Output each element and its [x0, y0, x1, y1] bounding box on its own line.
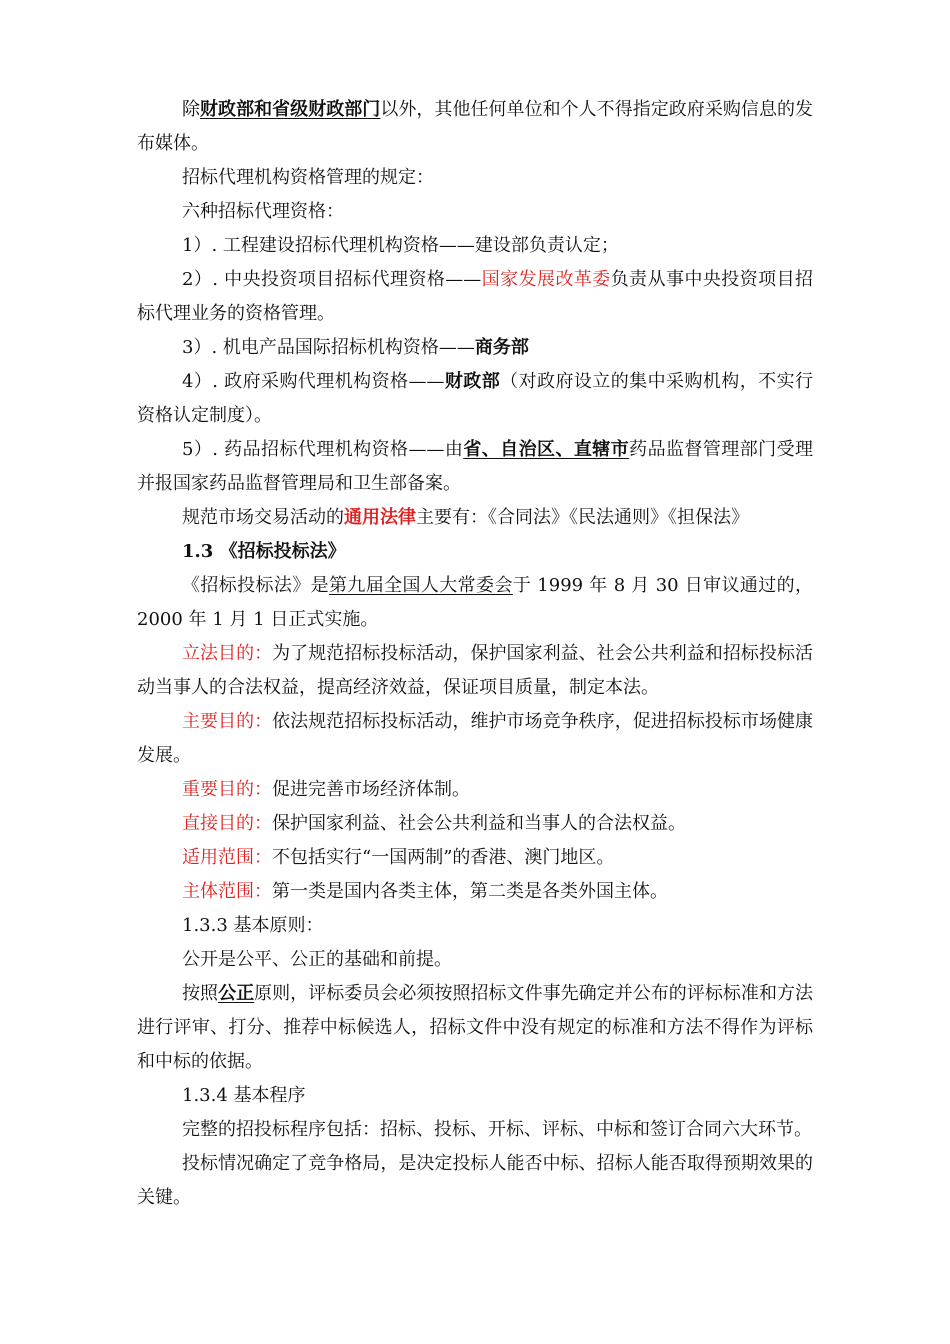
paragraph-direct-purpose [137, 807, 813, 841]
text: 原则，评标委员会必须按照招标文件事先确定并公布的评标标准和方法进行评审、打分、推荐中标候选人，招标文件中没有规定的标准和方法不得作为评标和中标的依据。 [137, 983, 814, 1072]
paragraph-scope [137, 841, 813, 875]
paragraph-subjects [137, 875, 813, 909]
list-item-2 [137, 263, 813, 331]
text: 第一类是国内各类主体，第二类是各类外国主体。 [272, 881, 668, 902]
paragraph-procedure: 完整的招投标程序包括：招标、投标、开标、评标、中标和签订合同六大环节。 [182, 1119, 812, 1140]
text: 4）. 政府采购代理机构资格—— [182, 371, 445, 392]
text: 2）. 中央投资项目招标代理资格—— [182, 269, 482, 290]
emphasis-finance: 财政部 [444, 371, 501, 392]
text: 以外，其他任何单位和个人不得指定政府采购信息的发布媒体。 [137, 99, 814, 154]
paragraph-bidding-key: 投标情况确定了竞争格局，是决定投标人能否中标、招标人能否取得预期效果的关键。 [137, 1153, 813, 1208]
text: 《招标投标法》是 [182, 575, 330, 596]
label-direct-purpose: 直接目的： [182, 813, 272, 834]
label-scope: 适用范围： [182, 847, 272, 868]
list-item-5 [137, 433, 813, 501]
paragraph-general-laws [137, 501, 813, 535]
text: 3）. 机电产品国际招标机构资格—— [182, 337, 475, 358]
paragraph-important-purpose [137, 773, 813, 807]
section-heading-1-3-4: 1.3.4 基本程序 [182, 1085, 306, 1106]
paragraph-six-qualifications: 六种招标代理资格： [182, 201, 344, 222]
list-item-1: 1）. 工程建设招标代理机构资格——建设部负责认定； [182, 235, 619, 256]
label-subjects: 主体范围： [182, 881, 272, 902]
paragraph-fairness [137, 977, 813, 1079]
text: 5）. 药品招标代理机构资格——由 [182, 439, 464, 460]
highlight-general-law: 通用法律 [344, 507, 416, 528]
text: 为了规范招标投标活动，保护国家利益、社会公共利益和招标投标活动当事人的合法权益，提高经济效益，保证项目质量，制定本法。 [137, 643, 814, 698]
paragraph-legislative-purpose [137, 637, 813, 705]
text: （对政府设立的集中采购机构，不实行资格认定制度）。 [137, 371, 814, 426]
paragraph-media [137, 93, 813, 161]
section-heading-1-3: 1.3 《招标投标法》 [182, 541, 346, 562]
emphasis-fairness: 公正 [218, 983, 255, 1004]
paragraph-openness: 公开是公平、公正的基础和前提。 [182, 949, 452, 970]
label-legislative-purpose: 立法目的： [182, 643, 273, 664]
text: 除 [182, 99, 201, 120]
text: 于 1999 年 8 月 30 日审议通过的，2000 年 1 月 1 日正式实施。 [137, 575, 814, 630]
text: 按照 [182, 983, 219, 1004]
paragraph-law-adoption [137, 569, 813, 637]
text: 促进完善市场经济体制。 [272, 779, 470, 800]
section-heading-1-3-3: 1.3.3 基本原则： [182, 915, 324, 936]
paragraph-main-purpose [137, 705, 813, 773]
text: 药品监督管理部门受理并报国家药品监督管理局和卫生部备案。 [137, 439, 813, 494]
text: 规范市场交易活动的 [182, 507, 344, 528]
text: 主要有：《合同法》《民法通则》《担保法》 [416, 507, 749, 528]
label-important-purpose: 重要目的： [182, 779, 272, 800]
underline-npc: 第九届全国人大常委会 [329, 575, 513, 596]
emphasis-commerce: 商务部 [474, 337, 529, 358]
paragraph-agency-rules: 招标代理机构资格管理的规定： [182, 167, 434, 188]
label-main-purpose: 主要目的： [182, 711, 273, 732]
emphasis-provinces: 省、自治区、直辖市 [463, 439, 630, 460]
text: 不包括实行“一国两制”的香港、澳门地区。 [272, 847, 615, 868]
document-page [137, 93, 813, 1215]
list-item-3 [137, 331, 813, 365]
emphasis-finance-dept: 财政部和省级财政部门 [200, 99, 381, 120]
highlight-ndrc: 国家发展改革委 [481, 269, 611, 290]
text: 保护国家利益、社会公共利益和当事人的合法权益。 [272, 813, 686, 834]
text: 负责从事中央投资项目招标代理业务的资格管理。 [137, 269, 814, 324]
list-item-4 [137, 365, 813, 433]
text: 依法规范招标投标活动，维护市场竞争秩序，促进招标投标市场健康发展。 [137, 711, 814, 766]
